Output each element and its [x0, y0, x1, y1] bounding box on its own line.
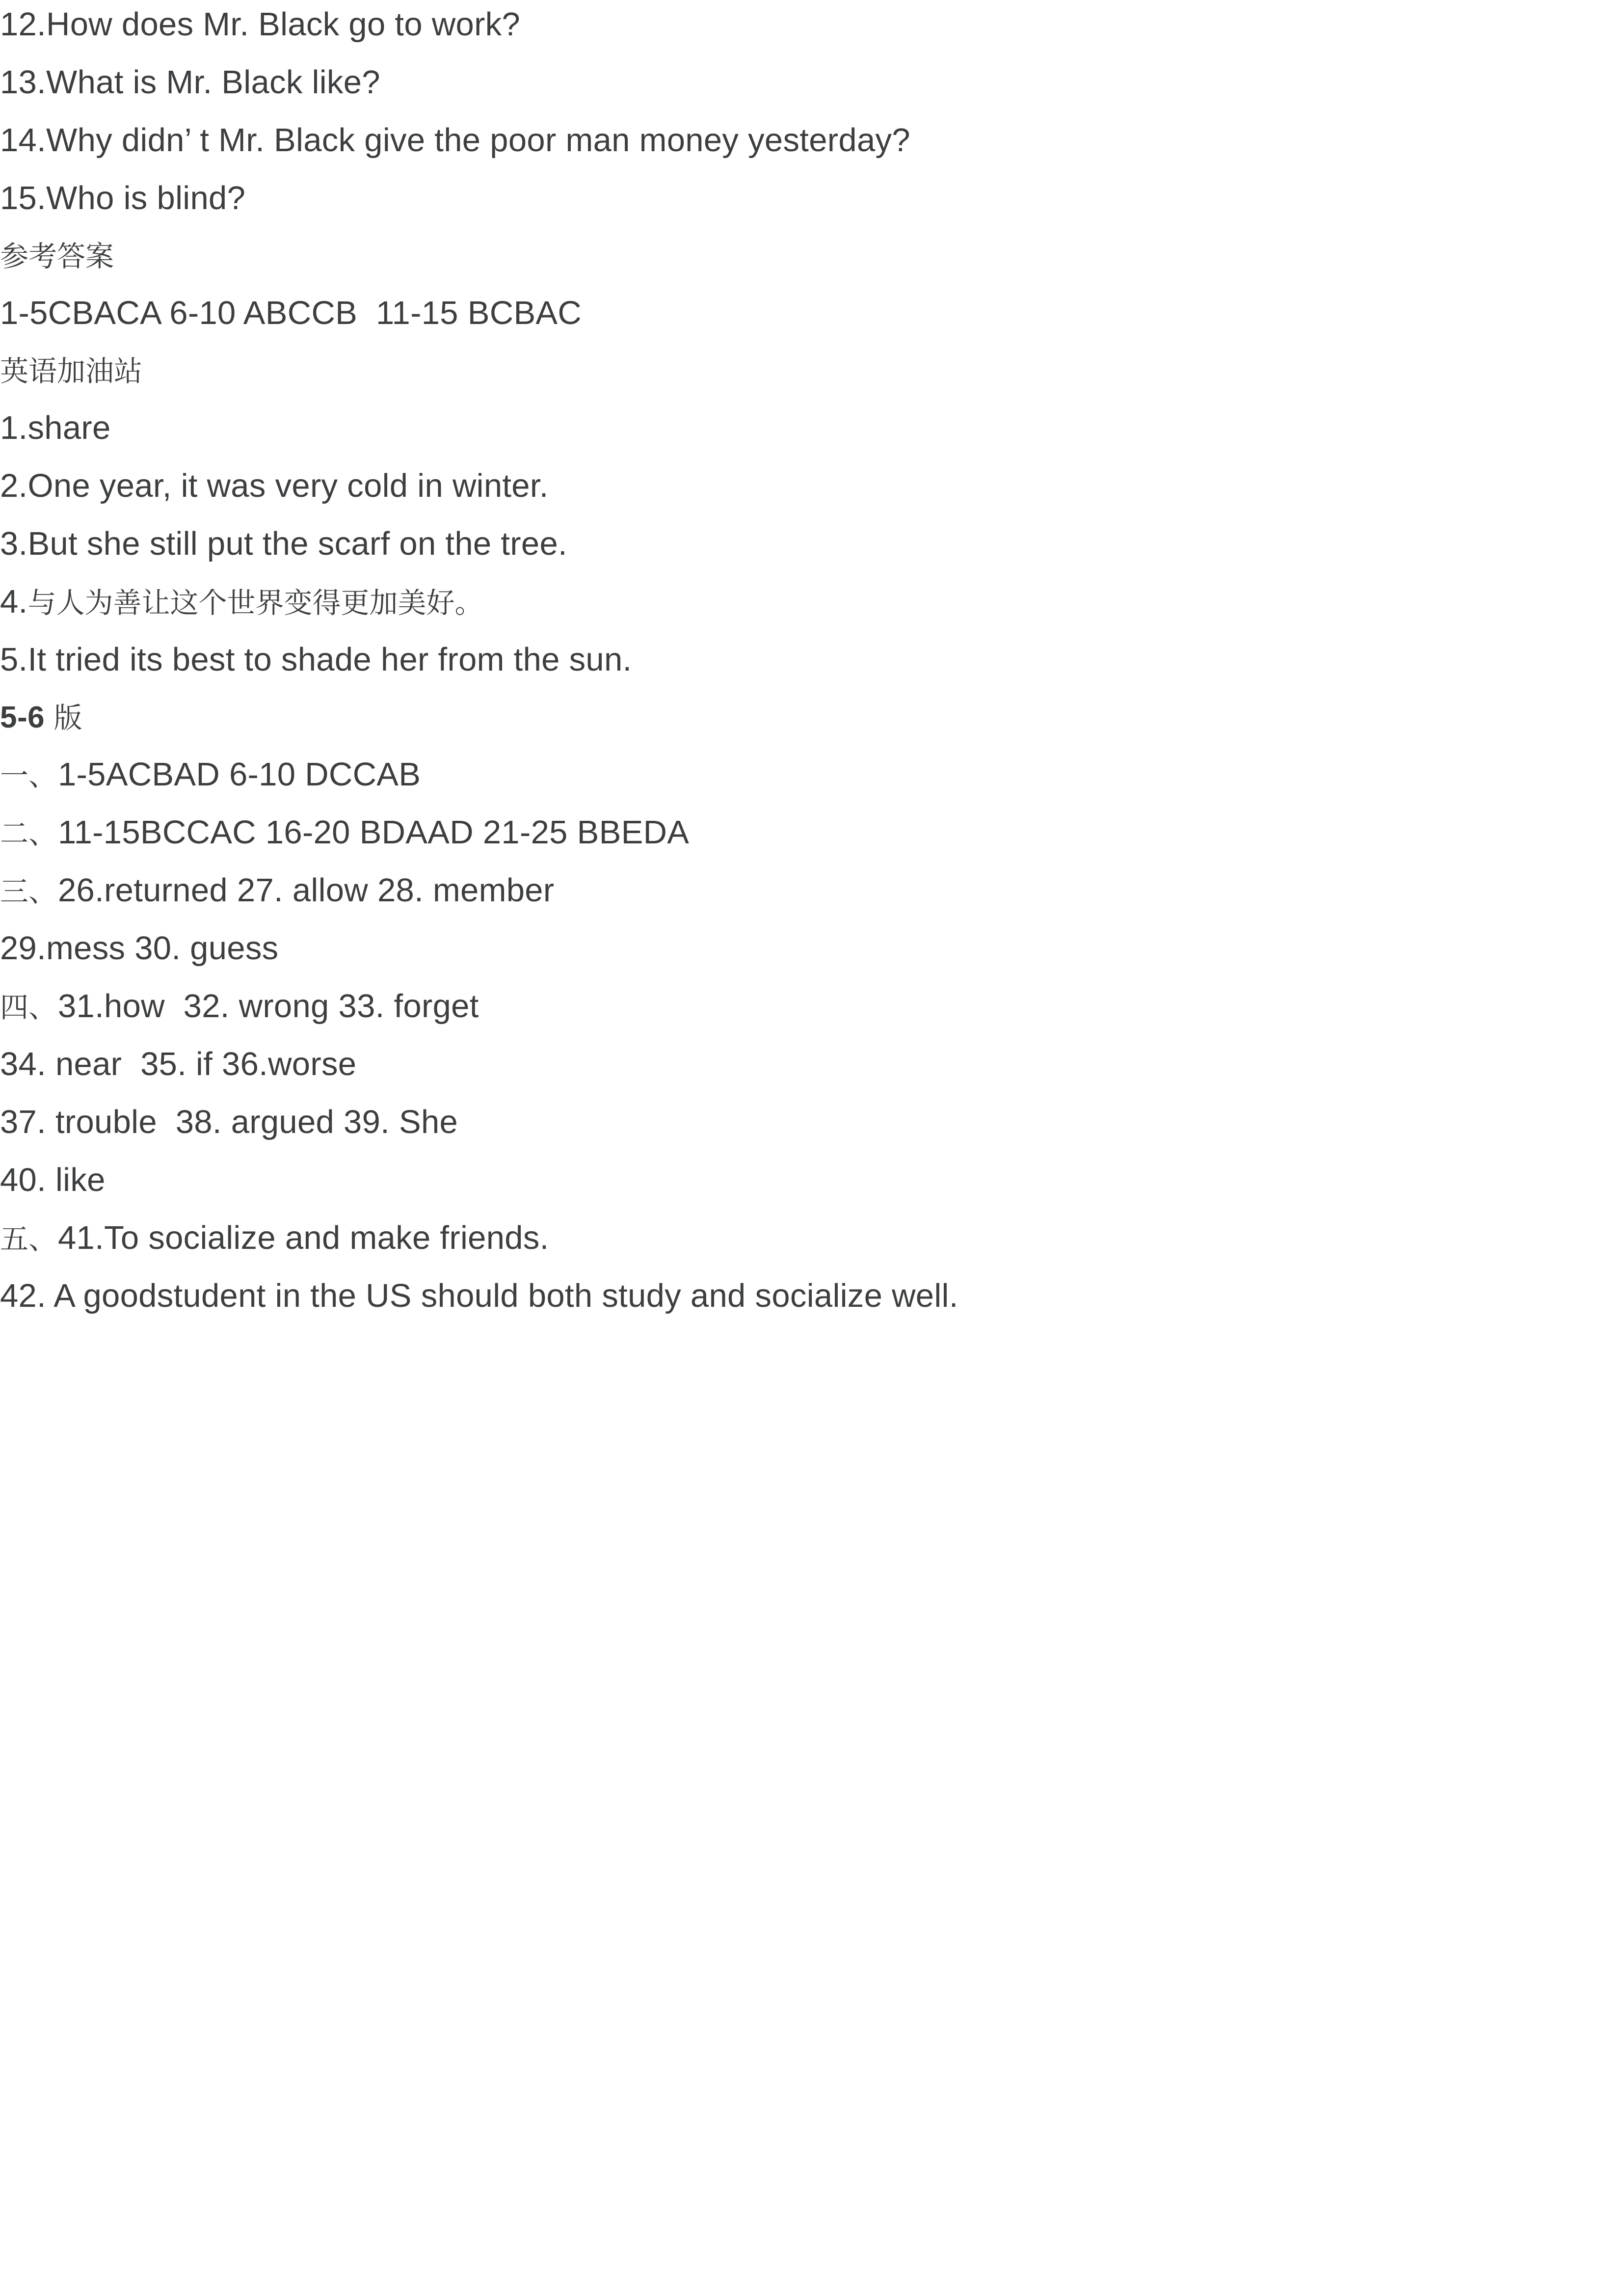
paragraph — [0, 693, 1623, 750]
text-run: 英语加油站 — [0, 354, 143, 388]
text-run: 3.But she still put the scarf on the tree. — [0, 525, 567, 562]
paragraph — [0, 635, 1623, 693]
section-marker: 四、 — [0, 991, 57, 1024]
text-run: 4. — [0, 583, 28, 620]
paragraph — [0, 1098, 1623, 1156]
text-run: 41.To socialize and make friends. — [58, 1219, 549, 1256]
paragraph — [0, 58, 1623, 116]
section-line — [0, 982, 1623, 1040]
section-marker: 三、 — [0, 875, 57, 908]
text-run: 34. near 35. if 36.worse — [0, 1046, 357, 1082]
paragraph — [0, 289, 1623, 347]
section-line — [0, 750, 1623, 808]
section-line — [0, 1214, 1623, 1271]
section-marker: 五、 — [0, 1222, 57, 1256]
text-run: 29.mess 30. guess — [0, 930, 279, 967]
text-run: 13.What is Mr. Black like? — [0, 64, 380, 101]
text-run: 5-6 — [0, 701, 45, 734]
paragraph — [0, 577, 1623, 635]
paragraph — [0, 924, 1623, 982]
paragraph — [0, 232, 1623, 289]
text-run: 1-5CBACA 6-10 ABCCB 11-15 BCBAC — [0, 295, 582, 331]
text-run: 版 — [45, 701, 82, 734]
paragraph — [0, 116, 1623, 174]
text-run: 1-5ACBAD 6-10 DCCAB — [58, 756, 421, 793]
text-run: 37. trouble 38. argued 39. She — [0, 1104, 458, 1140]
paragraph — [0, 1271, 1623, 1329]
text-run: 参考答案 — [0, 240, 114, 273]
text-run: 与人为善让这个世界变得更加美好。 — [27, 586, 483, 620]
section-marker: 二、 — [0, 817, 57, 850]
text-run: 2.One year, it was very cold in winter. — [0, 467, 549, 504]
section-line — [0, 866, 1623, 924]
text-run: 31.how 32. wrong 33. forget — [58, 988, 479, 1025]
section-marker: 一、 — [0, 759, 57, 792]
section-line — [0, 808, 1623, 866]
paragraph — [0, 0, 1623, 58]
text-run: 5.It tried its best to shade her from the sun. — [0, 641, 632, 678]
text-run: 26.returned 27. allow 28. member — [58, 872, 555, 909]
paragraph — [0, 174, 1623, 232]
paragraph — [0, 1040, 1623, 1098]
text-run: 11-15BCCAC 16-20 BDAAD 21-25 BBEDA — [58, 814, 690, 851]
paragraph — [0, 347, 1623, 404]
paragraph — [0, 1156, 1623, 1214]
paragraph — [0, 519, 1623, 577]
paragraph — [0, 404, 1623, 461]
text-run: 1.share — [0, 409, 111, 446]
text-run: 12.How does Mr. Black go to work? — [0, 6, 521, 43]
text-run: 15.Who is blind? — [0, 180, 246, 216]
text-run: 14.Why didn’ t Mr. Black give the poor man money yesterday? — [0, 122, 910, 159]
paragraph — [0, 461, 1623, 519]
text-run: 40. like — [0, 1162, 106, 1198]
text-run: 42. A goodstudent in the US should both study and socialize well. — [0, 1277, 958, 1314]
